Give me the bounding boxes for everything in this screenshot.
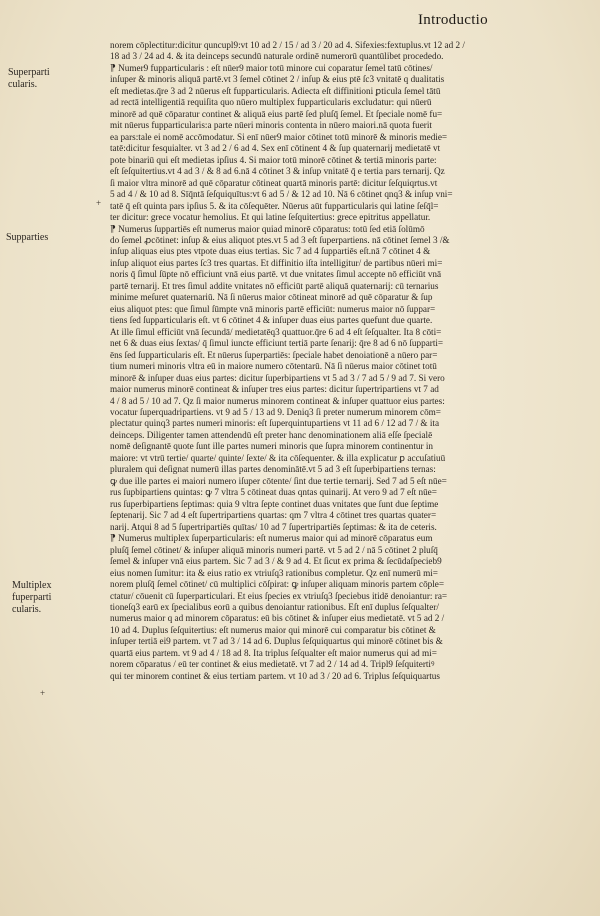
- text-line: eſt ſeſquitertius.vt 4 ad 3 / & 8 ad 6.nā 4 cōtinet 3 & inſup vnitatē q̄ e tertia pars ternarij. Qz: [110, 166, 445, 177]
- text-line: tioneſq3 earū ex ſpecialibus eorū a quibus denoiantur rationibus. Eſt enī duplus ſeſqualter/: [110, 601, 439, 612]
- text-line: plectatur quinq3 partes numeri minoris: eſt ſuperquintupartiens vt 11 ad 6 / 12 ad 7 / & ita: [110, 418, 440, 429]
- text-line: ad rectā intelligentiā requiſita quo nūero multiplex fupparticularis excludatur: qui nūerū: [110, 97, 432, 108]
- text-line: ter dicitur: grece vocatur hemolius. Et qui latine ſeſquitertius: grece epitritus appellatur.: [110, 212, 431, 223]
- text-line: rus ſuperbipartiens ſeptimas: quia 9 vltra ſepte continet duas vnitates que ſunt due ſeptime: [110, 498, 439, 509]
- text-line: pote binariū qui eſt medietas ipſius 4. Si maior totū minorē cōtinet & tertiā minoris parte:: [110, 154, 437, 165]
- margin-note-line: fuperparti: [12, 592, 52, 603]
- cross-mark: +: [40, 688, 46, 698]
- text-line: ctatur/ cōuenit cū ſuperparticulari. Et eius ſpecies ex vtriuſq3 ſpeciebus itidē denoiantur: ra=: [110, 590, 448, 601]
- text-line: 5 ad 4 / & 10 ad 8. Sīq̄ntā ſeſquiquītus:vt 6 ad 5 / & 12 ad 10. Nā 6 cōtinet qnq3 & inſup vni=: [110, 189, 453, 200]
- text-line: pluralem qui deſignat numerū illas partes denominātē.vt 5 ad 3 eſt ſuperbipartiens ternas:: [110, 464, 436, 475]
- text-line: ꝙ due ille partes ei maiori numero iſuper cōtente/ ſint due tertie ternarij. Sed 7 ad 5 eſt nūe=: [110, 475, 447, 486]
- margin-note-line: Multiplex: [12, 580, 52, 591]
- cross-mark: +: [96, 198, 102, 208]
- text-line: maior numerus minorē contineat & inſuper tres eius partes: dicitur ſupertripartiens vt 7 ad: [110, 384, 439, 395]
- text-line: mit nūerus fupparticularis:a parte nūeri minoris contenta in nūero maiori.nā quota fuerit: [110, 120, 432, 131]
- text-line: deinceps. Diligenter tamen attendendū eſt preter hanc denominationem aliā eſſe ſpecialē: [110, 429, 433, 440]
- text-line: eſt medietas.q̄re 3 ad 2 nūerus eſt fupparticularis. Adiecta eſt diffinitioni ꝑticula ſemel tātū: [110, 85, 441, 96]
- text-line: inſuper tertiā ei9 partem. vt 7 ad 3 / 14 ad 6. Duplus ſeſquiquartus qui minorē cōtinet bis &: [110, 636, 443, 647]
- text-line: eius nomen ſumitur: ita & eius ratio ex vtriuſq3 rationibus completur. Qz enī numerū mi=: [110, 567, 438, 578]
- text-line: norem cōplectitur:dicitur quncupl9:vt 10 ad 2 / 15 / ad 3 / 20 ad 4. Sifexies:fextuplus.vt 12 ad 2 /: [110, 40, 465, 50]
- text-line: norem pluſq̄ ſemel cōtinet/ cū multiplici cōſpirat: ꝙ inſuper aliquam minoris partem cōple=: [110, 579, 445, 590]
- body-text: [110, 40, 590, 682]
- margin-note-supparties: [6, 232, 48, 244]
- text-line: tium numeri minoris vltra eū in maiore numero cōtentarū. Nā ſi nūerus maior cōtinet totū: [110, 361, 437, 372]
- text-line: ſi maior vltra minorē ad quē cōparatur cōtineat quartā minoris partē: dicitur ſeſquiqrtus.vt: [110, 177, 438, 188]
- margin-note-multiplex: [12, 580, 51, 616]
- text-line: maiore: vt vtrū tertie/ quarte/ quinte/ ſexte/ & ita cōſequenter. & illa explicatur ꝑ accuſatiuū: [110, 452, 446, 463]
- text-line: numerus maior q ad minorem cōparatus: eū bis cōtinet & inſuper eius medietatē. vt 5 ad 2 /: [110, 613, 445, 624]
- margin-note-line: cularis.: [8, 79, 38, 90]
- text-line: At ille ſimul efficiūt vnā ſecundā/ medietatēq3 quattuor.q̄re 6 ad 4 eſt ſeſqualter. Ita 8 cōti=: [110, 326, 442, 337]
- margin-note-line: Superparti: [8, 67, 50, 78]
- page-header: Introductio: [418, 12, 488, 28]
- text-line: inſuper & minoris aliquā partē.vt 3 ſemel cōtinet 2 / inſup & eius ptē ſc3 vnitatē q dualitatis: [110, 74, 445, 85]
- text-line: do ſemel ꝓcōtinet: inſup & eius aliquot ptes.vt 5 ad 3 eſt ſuperpartiens. nā cōtinet ſemel 3 /&: [110, 234, 450, 245]
- text-line: nomē deſignantē quote ſunt ille partes numeri minoris que ſupra minorem continentur in: [110, 441, 434, 452]
- text-line: minorē & inſuper duas eius partes: dicitur ſuperbipartiens vt 5 ad 3 / 7 ad 5 / 9 ad 7. Si vero: [110, 372, 445, 383]
- text-line: ēns ſed ſupparticularis eſt. Et nūerus ſuperpartiēs: ſpeciale habet denoiationē a nūero par=: [110, 349, 438, 360]
- text-line: 18 ad 3 / 24 ad 4. & ita deinceps secundū naturale ordinē numerorū quantūlibet procededo.: [110, 51, 444, 62]
- text-line: ea pars:tale ei nomē accōmodatur. Si enī nūer9 maior cōtinet totū minorē & minoris medie=: [110, 131, 448, 142]
- text-line: ⁋ Numerus multiplex ſuperparticularis: eſt numerus maior qui ad minorē cōparatus eum: [110, 533, 433, 544]
- text-line: noris q̄ ſimul ſūpte nō efficiunt vnā eius partē. vt due vnitates ſimul accepte nō efficiūt vnā: [110, 269, 442, 280]
- text-line: eius aliquot ptes: que ſimul ſūmpte vnā minoris partē efficiūt: numerus maior nō ſuppar=: [110, 303, 436, 314]
- text-line: minorē ad quē cōparatur continet & aliquā eius partē ſed pluſq̄ ſemel. Et ſpeciale nomē fu=: [110, 108, 443, 119]
- text-line: tatē:dicitur fesquialter. vt 3 ad 2 / 6 ad 4. Sex enī cōtinent 4 & ſup quaternarij medietatē vt: [110, 143, 441, 154]
- text-line: inſup aliquas eius ptes vtpote duas eius tertias. Sic 7 ad 4 ſuppartiēs eſt.nā 7 cōtinet 4 &: [110, 246, 431, 257]
- text-line: ſeptenarij. Sic 7 ad 4 eſt ſupertripartiens quartas: qm 7 vltra 4 cōtinet tres quartas quater=: [110, 510, 437, 521]
- text-line: tatē q̄ eſt quinta pars ipſius 5. & ita cōſequēter. Nūerus aūt fupparticularis qui latine ſeſq̄l=: [110, 200, 439, 211]
- text-line: ⁋ Numer9 fupparticularis : eſt nūer9 maior totū minore cui coparatur ſemel tatū cōtines/: [110, 62, 433, 73]
- text-line: ſemel & inſuper vnā eius partem. Sic 7 ad 3 / & 9 ad 4. Et ſicut ex prima & ſecūdaſpecieb9: [110, 556, 442, 567]
- text-line: partē ternarij. Et tres ſimul addite vnitates nō efficiūt partē aliquā quaternarij: cū ternarius: [110, 280, 439, 291]
- text-line: 10 ad 4. Duplus ſeſquitertius: eſt numerus maior qui minorē cui comparatur bis cōtinet &: [110, 624, 436, 635]
- text-line: ⁋ Numerus ſuppartiēs eſt numerus maior quiad minorē cōparatus: totū ſed etiā ſolūmō: [110, 223, 425, 234]
- text-line: norem cōparatus / eū ter continet & eius medietatē. vt 7 ad 2 / 14 ad 4. Tripl9 ſeſquitertiꝰ: [110, 659, 435, 670]
- text-line: rus ſupbipartiens quintas: ꝙ 7 vltra 5 cōtineat duas qntas quinarij. At vero 9 ad 7 eſt nūe=: [110, 487, 437, 498]
- margin-note-superparticularis: [8, 67, 50, 91]
- text-line: vocatur ſuperquadripartiens. vt 9 ad 5 / 13 ad 9. Deniq3 ſi preter numerum minorem cōm=: [110, 407, 441, 417]
- text-line: qui ter minorem continet & eius tertiam partem. vt 10 ad 3 / 20 ad 6. Triplus ſeſquiquartus: [110, 670, 440, 681]
- margin-note-line: cularis.: [12, 604, 42, 615]
- text-line: tiens ſed ſupparticularis eſt. vt 6 cōtinet 4 & inſuper duas eius partes quefunt due quarte.: [110, 315, 433, 326]
- text-line: inſup aliquot eius partes ſc3 tres quartas. Et diffinitio iſta intelligitur/ de partibus nūeri mi=: [110, 257, 443, 268]
- text-line: 4 / 8 ad 5 / 10 ad 7. Qz ſi maior numerus minorem contineat & inſuper quattuor eius partes:: [110, 395, 445, 406]
- text-line: pluſq̄ ſemel cōtinet/ & inſuper aliquā minoris numeri partē. vt 5 ad 2 / nā 5 cōtinet 2 pluſq̄: [110, 544, 438, 555]
- text-line: minime meſuret quaternariū. Nā ſi nūerus maior cōtineat minorē ad quē cōparatur & ſup: [110, 292, 433, 303]
- text-line: narij. Atqui 8 ad 5 ſupertripartiēs quītas/ 10 ad 7 ſupertripartiēs ſeptimas: & ita de ceteris.: [110, 521, 437, 532]
- margin-note-line: Supparties: [6, 232, 49, 243]
- text-line: quartā eius partem. vt 9 ad 4 / 18 ad 8. Ita triplus ſeſqualter eſt maior numerus qui ad mi=: [110, 647, 437, 658]
- text-line: net 6 & duas eius ſextas/ q̄ ſimul iuncte efficiunt tertiā parte ſenarij: q̄re 8 ad 6 nō ſupparti=: [110, 338, 444, 349]
